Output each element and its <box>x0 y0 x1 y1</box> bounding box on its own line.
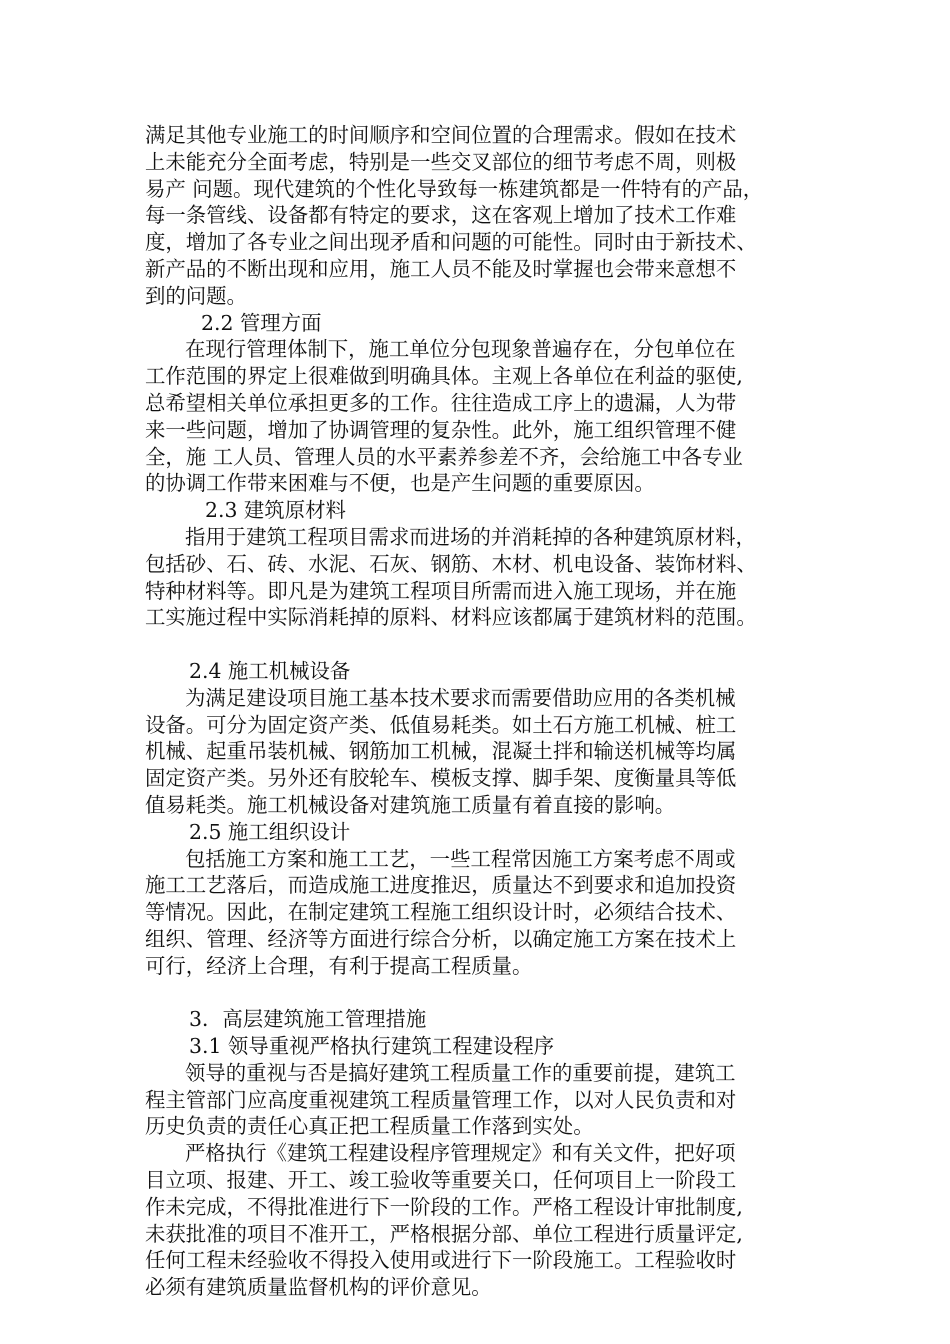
text-line: 度，增加了各专业之间出现矛盾和问题的可能性。同时由于新技术、 <box>145 230 757 255</box>
text-line: 历史负责的责任心真正把工程质量工作落到实处。 <box>145 1114 594 1139</box>
text-line: 来一些问题，增加了协调管理的复杂性。此外，施工组织管理不健 <box>145 417 737 442</box>
text-line: 为满足建设项目施工基本技术要求而需要借助应用的各类机械 <box>185 685 736 710</box>
text-line: 设备。可分为固定资产类、低值易耗类。如土石方施工机械、桩工 <box>145 712 737 737</box>
blank-line <box>145 631 813 658</box>
text-line: 施工工艺落后，而造成施工进度推迟，质量达不到要求和追加投资 <box>145 873 737 898</box>
text-line: 上未能充分全面考虑，特别是一些交叉部位的细节考虑不周，则极 <box>145 149 737 174</box>
text-line: 领导的重视与否是搞好建筑工程质量工作的重要前提，建筑工 <box>185 1060 736 1085</box>
text-line: 工实施过程中实际消耗掉的原料、材料应该都属于建筑材料的范围。 <box>145 605 757 630</box>
text-line: 任何工程未经验收不得投入使用或进行下一阶段施工。工程验收时 <box>145 1248 737 1273</box>
text-line: 的协调工作带来困难与不便，也是产生问题的重要原因。 <box>145 471 655 496</box>
text-line: 在现行管理体制下，施工单位分包现象普遍存在，分包单位在 <box>185 337 736 362</box>
text-line: 严格执行《建筑工程建设程序管理规定》和有关文件，把好项 <box>185 1141 736 1166</box>
text-line: 等情况。因此，在制定建筑工程施工组织设计时，必须结合技术、 <box>145 900 737 925</box>
text-line: 值易耗类。施工机械设备对建筑施工质量有着直接的影响。 <box>145 792 676 817</box>
text-line: 未获批准的项目不准开工，严格根据分部、单位工程进行质量评定, <box>145 1221 743 1246</box>
text-line: 指用于建筑工程项目需求而进场的并消耗掉的各种建筑原材料， <box>185 524 756 549</box>
text-line: 固定资产类。另外还有胶轮车、模板支撑、脚手架、度衡量具等低 <box>145 766 737 791</box>
text-line: 2.2 管理方面 <box>201 310 322 335</box>
text-line: 2.4 施工机械设备 <box>189 658 351 683</box>
document-body <box>145 122 813 1301</box>
text-line: 易产 问题。现代建筑的个性化导致每一栋建筑都是一件特有的产品， <box>145 176 764 201</box>
text-line: 包括施工方案和施工工艺，一些工程常因施工方案考虑不周或 <box>185 846 736 871</box>
text-line: 必须有建筑质量监督机构的评价意见。 <box>145 1275 492 1300</box>
text-line: 每一条管线、设备都有特定的要求，这在客观上增加了技术工作难 <box>145 203 737 228</box>
blank-line <box>145 980 813 1007</box>
text-line: 组织、管理、经济等方面进行综合分析，以确定施工方案在技术上 <box>145 926 737 951</box>
text-line: 可行，经济上合理，有利于提高工程质量。 <box>145 953 533 978</box>
text-line: 工作范围的界定上很难做到明确具体。主观上各单位在利益的驱使, <box>145 364 743 389</box>
text-line: 目立项、报建、开工、竣工验收等重要关口，任何项目上一阶段工 <box>145 1168 737 1193</box>
text-line: 到的问题。 <box>145 283 247 308</box>
text-line: 包括砂、石、砖、水泥、石灰、钢筋、木材、机电设备、装饰材料、 <box>145 551 757 576</box>
text-line: 特种材料等。即凡是为建筑工程项目所需而进入施工现场，并在施 <box>145 578 737 603</box>
text-line: 2.5 施工组织设计 <box>189 819 351 844</box>
text-line: 3.1 领导重视严格执行建筑工程建设程序 <box>189 1034 555 1059</box>
text-line: 机械、起重吊装机械、钢筋加工机械，混凝土拌和输送机械等均属 <box>145 739 737 764</box>
text-line: 全，施 工人员、管理人员的水平素养参差不齐，会给施工中各专业 <box>145 444 743 469</box>
text-line: 总希望相关单位承担更多的工作。往往造成工序上的遗漏，人为带 <box>145 390 737 415</box>
text-line: 新产品的不断出现和应用，施工人员不能及时掌握也会带来意想不 <box>145 256 737 281</box>
text-line: 3．高层建筑施工管理措施 <box>189 1007 427 1032</box>
text-line: 满足其他专业施工的时间顺序和空间位置的合理需求。假如在技术 <box>145 123 737 147</box>
text-line: 程主管部门应高度重视建筑工程质量管理工作，以对人民负责和对 <box>145 1087 737 1112</box>
text-line: 2.3 建筑原材料 <box>205 498 346 523</box>
text-line: 作未完成，不得批准进行下一阶段的工作。严格工程设计审批制度, <box>145 1194 743 1219</box>
